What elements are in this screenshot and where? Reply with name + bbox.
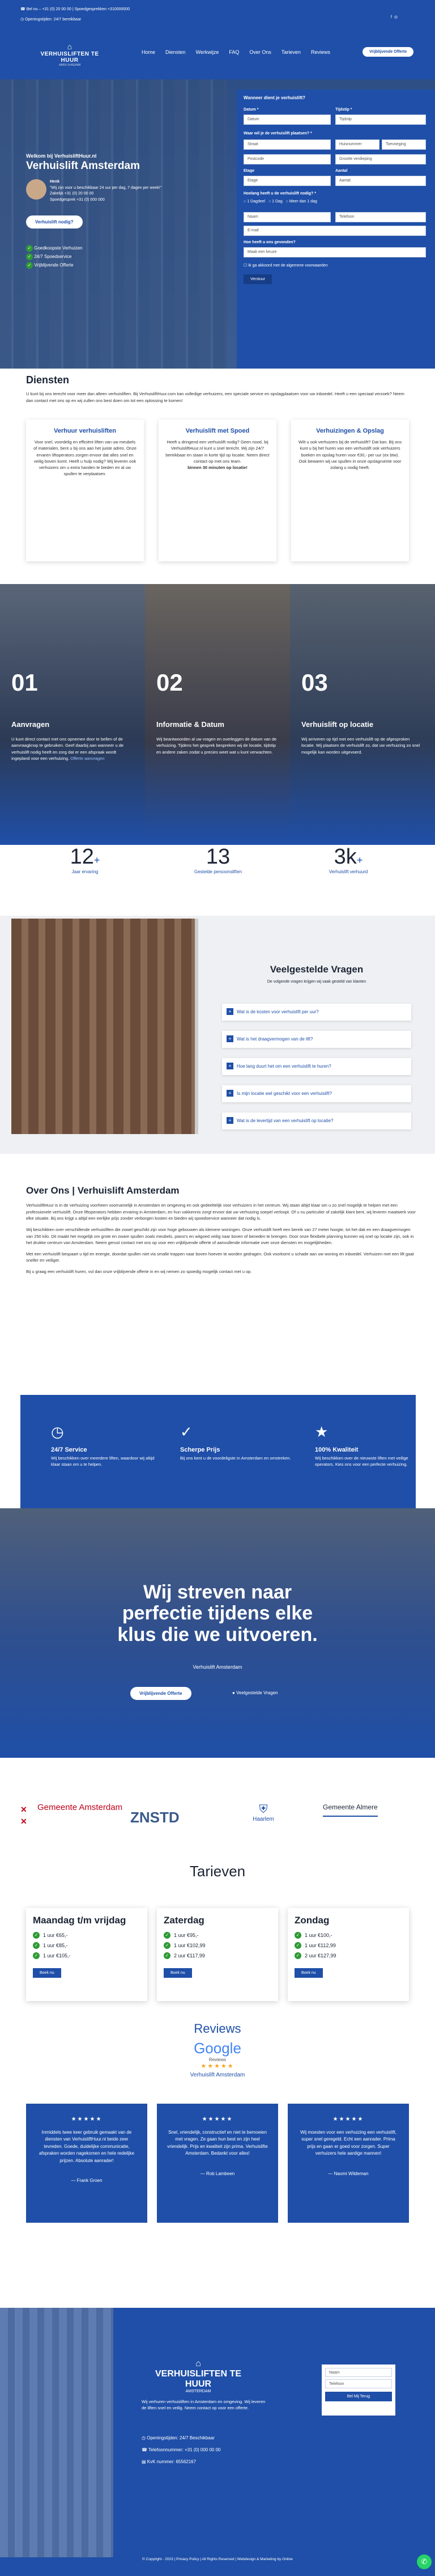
nav-over-ons[interactable]: Over Ons <box>249 49 271 55</box>
footer-text: Wij verhuren verhuisliften in Amsterdam en omgeving. Wij leveren de liften snel en veilig. Neem contact op voor een offerte. <box>142 2399 266 2411</box>
diensten-title: Diensten <box>26 374 70 386</box>
hero-checks: ✓ Goedkoopste Verhuizen ✓ 24/7 Spoedservice ✓ Vrijblijvende Offerte <box>26 244 83 270</box>
faq-item[interactable]: + Wat is de levertijd van een verhuislift op locatie? <box>222 1113 411 1130</box>
callback-name-input[interactable]: Naam <box>325 2368 392 2377</box>
service-card: Verhuislift met Spoed Heeft u dringend een verhuislift nodig? Geen nood, bij VerhuisliftHuur.nl kunt u snel terecht. Wij zijn 24/7 bereikbaar en staan in korte tijd op locatie. Neem direct contact op met ons team. binnen 30 minuten op locatie! <box>159 420 276 561</box>
about-section: Over Ons | Verhuislift Amsterdam VerhuisliftHuur is in de verhuizing voorheen voornamelijk in Amsterdam en omgeving en ook gedeeltelijk voor verhuizers in het centrum. Wij staan altijd klaar om u zo snel mogelijk te helpen met een professionele verhuislift. Onze liftoperators hebben ervaring in Amsterdam, en hun vakkennis zorgt ervoor dat uw verhuizing soepel verloopt. Of u nu particulier of zakelijk klant bent, wij leveren maatwerk voor elke situatie. Bij ons krijgt u altijd een eerlijke prijs zonder verborgen kosten en bieden wij spoedservice wanneer dat nodig is. Wij beschikken over verschillende verhuisliften die zowel geschikt zijn voor hoge gebouwen als kleinere woningen. Onze verhuislift heeft een bereik van 27 meter hoogte, tot het dak en een draagvermogen van 250 kilo. Dit maakt het mogelijk om grote en zware spullen zoals meubels, piano's en witgoed veilig naar boven of beneden te brengen. Door onze flexibele planning kunnen wij snel op locatie zijn, ook in het drukke centrum van Amsterdam. Neem gerust contact met ons op voor een vrijblijvende offerte of aanvullende informatie over onze diensten en mogelijkheden. Met een verhuislift bespaart u tijd en energie, doordat spullen niet via smalle trappen naar boven hoeven te worden gedragen. Ook voorkomt u schade aan uw woning en inboedel. Verhuizen met een lift gaat sneller en veiliger. Bij u graag een verhuislift huren, vul dan onze vrijblijvende offerte in en wij nemen zo spoedig mogelijk contact met u op. <box>26 1185 417 1275</box>
stat-rented: 3k+ Verhuislift verhuurd <box>329 845 368 874</box>
plus-icon: + <box>227 1063 233 1069</box>
plus-icon: + <box>227 1035 233 1042</box>
price-card: Maandag t/m vrijdag ✓ 1 uur €65,- ✓ 1 uur €85,- ✓ 1 uur €105,- Boek nu <box>26 1908 147 2001</box>
faq-item[interactable]: + Hoe lang duurt het om een verhuislift te huren? <box>222 1058 411 1075</box>
facebook-icon: f <box>391 15 392 19</box>
top-address: ◷ Openingstijden: 24/7 bereikbaar <box>20 18 82 22</box>
terms-checkbox[interactable]: ☐ Ik ga akkoord met de algemene voorwaarden <box>244 264 328 268</box>
check-icon: ✓ <box>26 245 33 252</box>
copyright: © Copyright - 2023 | Privacy Policy | All Rights Reserved | Webdesign & Marketing by Online <box>142 2557 293 2561</box>
menu <box>142 49 330 55</box>
stat-experience: 12+ Jaar ervaring <box>70 845 100 874</box>
callback-button[interactable]: Bel Mij Terug <box>325 2392 392 2401</box>
feature-price: ✓ Scherpe Prijs Bij ons kent u de voordeligste in Amsterdam en omstreken. <box>180 1423 293 1462</box>
faq-item[interactable]: + Is mijn locatie wel geschikt voor een verhuislift? <box>222 1085 411 1102</box>
callback-form <box>322 2364 395 2416</box>
city-select[interactable]: Grootte verdieping <box>335 154 426 164</box>
banner-heading: Wij streven naar perfectie tijdens elke klus die we uitvoeren. <box>117 1581 318 1646</box>
top-bar <box>0 0 435 29</box>
review-card: ★★★★★ Snel, vriendelijk, constructief en niet te bemoeien met vragen. Ze gaan hun best en zijn heel vriendelijk. Prijs en kwaliteit zijn prima. Verhuislifte Amsterdam. Bedankt voor alles! — Rob Lambeen <box>157 2104 278 2223</box>
clock-icon: ◷ <box>142 2435 146 2440</box>
plus-icon: + <box>227 1008 233 1015</box>
main-nav <box>0 29 435 79</box>
tarieven-title: Tarieven <box>189 1863 246 1880</box>
phone-icon: ☎ <box>142 2447 147 2452</box>
feature-service: ◷ 24/7 Service Wij beschikken over meerdere liften, waardoor wij altijd klaar staan om u te helpen. <box>51 1423 164 1468</box>
hero-cta-button[interactable]: Verhuislift nodig? <box>26 215 83 229</box>
review-card: ★★★★★ Wij moesten voor een verhuizing een verhuislift, super snel geregeld. Echt een aanrader. Prima prijs en gaan er goed voor zorgen. Super verhuizers hele aardige mannen! — Naomi Wildeman <box>288 2104 409 2223</box>
housenumber-input[interactable]: Huisnummer <box>335 139 379 150</box>
footer-image <box>0 2308 113 2557</box>
email-input[interactable]: E-mail <box>244 226 426 236</box>
name-input[interactable]: Naam <box>244 212 331 222</box>
price-card: Zaterdag ✓ 1 uur €95,- ✓ 1 uur €102,99 ✓ 2 uur €117,99 Boek nu <box>157 1908 278 2001</box>
faq-item[interactable]: + Wat is de kosten voor verhuislift per uur? <box>222 1004 411 1021</box>
clock-icon: ◷ <box>20 18 24 22</box>
street-input[interactable]: Straat <box>244 139 331 150</box>
logo-house-icon: ⌂ <box>195 2359 201 2368</box>
nav-faq[interactable]: FAQ <box>229 49 240 55</box>
footer-logo: ⌂ VERHUISLIFTEN TE HUUR AMSTERDAM <box>142 2359 255 2393</box>
about-title: Over Ons | Verhuislift Amsterdam <box>26 1185 180 1196</box>
crest-icon: ⛨ <box>259 1803 268 1816</box>
top-phone[interactable]: ☎ Bel nu – +31 (0) 20 00 00 | Spoedgesprekken +310000000 <box>20 7 130 11</box>
time-select[interactable]: Tijdstip <box>335 115 426 125</box>
nav-home[interactable]: Home <box>142 49 156 55</box>
book-button[interactable]: Boek nu <box>33 1968 61 1978</box>
callback-phone-input[interactable]: Telefoon <box>325 2379 392 2388</box>
floor-input[interactable]: Etage <box>244 176 331 186</box>
phone-icon: ☎ <box>20 7 25 11</box>
banner-cta-button[interactable]: Vrijblijvende Offerte <box>130 1687 191 1700</box>
book-button[interactable]: Boek nu <box>164 1968 192 1978</box>
logo[interactable]: ⌂ VERHUISLIFTEN TE HUUR AMSTERDAM <box>33 42 106 65</box>
price-card: Zondag ✓ 1 uur €100,- ✓ 1 uur €112,99 ✓ 2 uur €127,99 Boek nu <box>288 1908 409 2001</box>
hero-text: Welkom bij VerhuisliftHuur.nl Verhuislift Amsterdam <box>26 153 140 172</box>
nav-reviews[interactable]: Reviews <box>310 49 330 55</box>
logo-almere: Gemeente Almere <box>323 1803 378 1817</box>
step-card: 02 Informatie & Datum Wij beantwoorden al uw vragen en overleggen de datum van de verhuizing. Tijdens het gesprek bespreken wij de locatie, tijdstip en andere zaken zodat u precies weet wat u kunt verwachten. <box>145 584 290 845</box>
check-icon: ✓ <box>26 262 33 269</box>
footer-info: ◷ Openingstijden: 24/7 Beschikbaar ☎ Telefoonnummer: +31 (0) 000 00 00 ▤ KvK nummer: 65562167 <box>142 2435 221 2464</box>
google-logo: Google <box>194 2040 241 2057</box>
social-icons[interactable] <box>391 15 398 19</box>
plus-icon: + <box>227 1090 233 1097</box>
step-card: 01 Aanvragen U kunt direct contact met ons opnemen door te bellen of de aanvraagknop te gebruiken. Geef daarbij aan wanneer u de verhuislift nodig heeft en zorg dat er een afspraak wordt ingepland voor een verhuizing. Offerte aanvragen <box>0 584 145 845</box>
banner-sub: Verhuislift Amsterdam <box>193 1664 242 1670</box>
faq-item[interactable]: + Wat is het draagvermogen van de lift? <box>222 1031 411 1048</box>
addition-input[interactable]: Toevoeging <box>382 139 426 150</box>
nav-diensten[interactable]: Diensten <box>165 49 186 55</box>
doc-icon: ▤ <box>142 2459 146 2464</box>
postcode-input[interactable]: Postcode <box>244 154 331 164</box>
hero-quote: Henk "Wij zijn voor u beschikbaar 24 uur per dag, 7 dagen per week!" Zakelijk +31 (0) 20 00 00 Spoedgesprek +31 (0) 000 000 <box>50 180 162 202</box>
logo-haarlem: ⛨ Haarlem <box>244 1803 283 1822</box>
date-input[interactable]: Datum <box>244 115 331 125</box>
service-card: Verhuizingen & Opslag Wilt u ook verhuizers bij de verhuislift? Dat kan. Bij ons kunt u bij het huren van een verhuislift ook verhuizers boeken en opslag huren voor €30,- per uur (ex btw). Ook bewaren wij uw spullen in onze opslagruimte voor zolang u nodig heeft. <box>291 420 409 561</box>
avatar <box>26 179 46 200</box>
check-icon: ✓ <box>26 253 33 260</box>
star-icon: ★ <box>315 1423 329 1440</box>
nav-werkwijze[interactable]: Werkwijze <box>195 49 219 55</box>
submit-button[interactable]: Verstuur <box>244 274 272 284</box>
stat-lifts: 13 Gestelde persoonsliften <box>194 845 242 874</box>
service-card: Verhuur verhuisliften Voor snel, voordelig en efficiënt liften van uw meubels of materialen, bent u bij ons aan het juiste adres. Onze ervaren liftoperators zorgen ervoor dat alles snel en veilig boven komt. Heeft u hulp nodig? Wij leveren ook verhuizers om u extra handen te bieden en al uw spullen te verplaatsen. <box>26 420 144 561</box>
diensten-section <box>26 374 411 404</box>
heard-select[interactable]: Maak een keuze <box>244 247 426 257</box>
quote-form: Wanneer dient je verhuislift? Datum * Tijdstip * Datum Tijdstip Waar wil je de verhuislift plaatsen? * Straat Huisnummer Toevoeging Postcode Grootte verdieping Etage Aantal Etage Aantal Hoelang heeft u de verhuislift nodig? * ○ 1 Dagdeel ○ 1 Dag ○ Meer dan 1 dag Naam Telefoon E-mail Hoe heeft u ons gevonden? Maak een keuze ☐ Ik ga akkoord met de algemene voorwaarden Verstuur <box>237 90 435 369</box>
phone-input[interactable]: Telefoon <box>335 212 426 222</box>
step-card: 03 Verhuislift op locatie Wij arriveren op tijd met een verhuislift op de afgesproken locatie. Wij plaatsen de verhuislift zo, dat uw verhuizing zo snel mogelijk kan worden uitgevoerd. <box>290 584 435 845</box>
feature-quality: ★ 100% Kwaliteit Wij beschikken over de nieuwste liften met veilige operators. Kies ons voor een perfecte verhuizing. <box>315 1423 428 1468</box>
review-card: ★★★★★ Inmiddels twee keer gebruik gemaakt van de diensten van VerhuisliftHuur.nl beide zeer tevreden. Goede, duidelijke communicatie, afspraken worden nagekomen en hele redelijke prijzen. Absolute aanrader! — Frank Groen <box>26 2104 147 2223</box>
nav-tarieven[interactable]: Tarieven <box>281 49 301 55</box>
duration-radios[interactable]: ○ 1 Dagdeel ○ 1 Dag ○ Meer dan 1 dag <box>244 200 317 204</box>
clock-icon: ◷ <box>51 1423 64 1440</box>
nav-cta-button[interactable]: Vrijblijvende Offerte <box>362 47 413 57</box>
check-icon: ✓ <box>180 1423 193 1440</box>
diensten-intro: U kunt bij ons terecht voor meer dan alleen verhuisliften. Bij VerhuisliftHuur.com kan volledige verhuizers, een speciale service en opslagplaatsen voor uw inboedel. Heeft u een speciaal verzoek? Neem dan contact met ons op en wij zullen ons best doen om tot een oplossing te komen! <box>26 391 404 403</box>
book-button[interactable]: Boek nu <box>295 1968 323 1978</box>
offerte-link[interactable]: Offerte aanvragen <box>70 755 105 761</box>
logo-znstd: ZNSTD <box>130 1809 180 1826</box>
stars-icon: ★★★★★ <box>201 2063 234 2070</box>
faq-building-image <box>11 919 198 1134</box>
banner-faq-link[interactable]: ● Veelgestelde Vragen <box>232 1690 278 1695</box>
logo-house-icon: ⌂ <box>67 42 72 51</box>
logo-amsterdam: ✕ ✕ <box>20 1805 27 1826</box>
reviews-header: Reviews Google Reviews ★★★★★ Verhuislift Amsterdam <box>0 2021 435 2078</box>
plus-icon: + <box>227 1117 233 1124</box>
whatsapp-icon[interactable]: ✆ <box>417 2554 432 2569</box>
logo-amsterdam-text: Gemeente Amsterdam <box>37 1803 123 1812</box>
amount-input[interactable]: Aantal <box>335 176 426 186</box>
instagram-icon: ◎ <box>394 15 398 19</box>
faq-header: Veelgestelde Vragen De volgende vragen krijgen wij vaak gesteld van klanten <box>267 964 366 984</box>
